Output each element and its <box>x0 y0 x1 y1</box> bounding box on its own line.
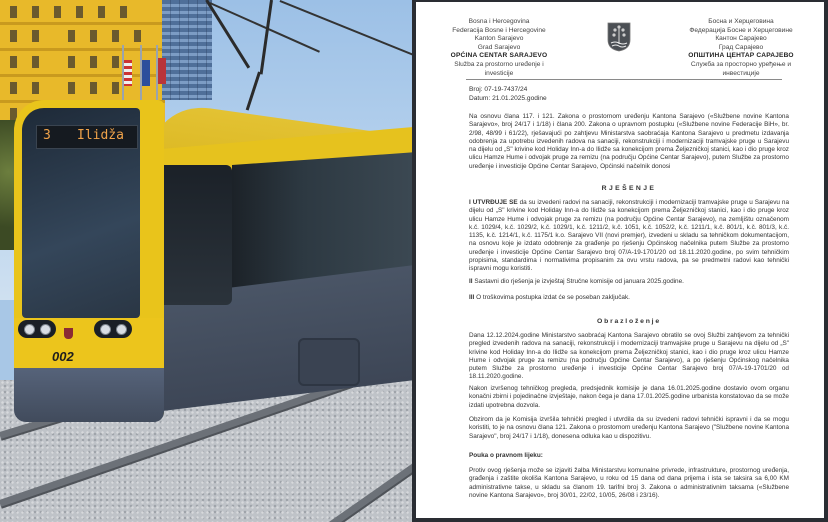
header-rule <box>466 79 782 80</box>
official-document <box>416 2 824 518</box>
header-cyrillic: Босна и Херцеговина Федерација Босне и Херцеговине Кантон Сарајево Град Сарајево ОПШТИНА ЦЕНТАР САРАЈЕВО Служба за просторно уређење и инвестиције <box>688 18 794 77</box>
reasoning-title: Obrazloženje <box>597 318 661 325</box>
flag <box>124 60 132 86</box>
document-meta <box>469 86 547 103</box>
legal-remedy-title: Pouka o pravnom lijeku: <box>469 452 543 459</box>
route-number: 3 <box>43 128 51 143</box>
glass-tower <box>162 0 212 100</box>
headlight-right <box>94 320 132 338</box>
decision-title: RJEŠENJE <box>601 185 657 192</box>
tram-bogie-cover <box>298 338 360 386</box>
legal-remedy-text: Protiv ovog rješenja može se izjaviti žalba Ministarstvu komunalne privrede, infrastrukture, prostornog uređenja, građenja i zaštite okoliša Kantona Sarajevo, u roku od 15 dana od dana prijema i ista se taksira sa 6,00 KM administrativne takse, u skladu sa članom 19. tarifni broj 3. Zakona o administrativnim taksama («Službene novine Kantona Sarajevo», broj 30/01, 22/02, 10/05, 26/08 i 23/16). <box>469 467 789 499</box>
preamble: Na osnovu člana 117. i 121. Zakona o prostornom uređenju Kantona Sarajevo («Službene novine Kantona Sarajevo», broj 24/17 i 1/18) i člana 200. Zakona o upravnom postupku («Službene novine Federacije BiH», br. 2/98, 48/99 i 61/22), rješavajući po zahtjevu Ministarstva saobraćaja Kantona Sarajevo u predmetu izdavanja odobrenja za upotrebu izvedenih radova na sanaciji, rekonstrukciji i modernizaciji tramvajske pruge u Sarajevu na dijelu od „S" krivine kod Holiday Inn-a do Ilidže sa konekcijom prema Željezničkoj stanici, kao i dio pruge kroz ulicu Hamze Hume i odvojak pruge za remizu (na području Općine Centar Sarajevo), putem Službe za prostorno uređenje i investicije Općine Centar Sarajevo, Općinski načelnik donosi <box>469 113 789 170</box>
reasoning-paragraph-1: Dana 12.12.2024.godine Ministarstvo saobraćaj Kantona Sarajevo obratilo se ovoj Službi zahtjevom za tehnički pregled izvedenih radova na sanaciji, rekonstrukciji i modernizaciji tramvajske pruge u Sarajevu na dijelu od „S" krivine kod Holiday Inn-a do Ilidže sa konekcijom prema Željezničkoj stanici, kao i dio pruge kroz ulicu Hamze Hume i odvojak pruge za remizu (na području Općine Centar Sarajevo), a po rješenju Općinskog načelnika putem Službe za prostorno uređenje i investicije Općine Centar Sarajevo broj 07/A-19-1701/20 od 18.11.2020.godine. <box>469 332 789 381</box>
document-date: Datum: 21.01.2025.godine <box>469 94 547 102</box>
tram-bumper <box>14 368 164 422</box>
header-latin: Bosna i Hercegovina Federacija Bosne i Hercegovine Kanton Sarajevo Grad Sarajevo OPĆINA CENTAR SARAJEVO Služba za prostorno uređenje i investicije <box>450 18 548 77</box>
tram-photo <box>0 0 412 522</box>
reasoning-paragraph-2: Nakon izvršenog tehničkog pregleda, predsjednik komisije je dana 16.01.2025.godine dostavio ovom organu konačni zbirni i pojedinačne izvještaje, nakon čega je dana 17.01.2025.godine urbanista konstatovao da se može izdati upotrebna dozvola. <box>469 385 789 409</box>
headlight-left <box>18 320 56 338</box>
flag <box>142 60 150 86</box>
coat-of-arms-icon <box>607 22 631 52</box>
tram-number: 002 <box>52 349 74 364</box>
decision-item-2: II Sastavni dio rješenja je izvještaj Stručne komisije od januara 2025.godine. <box>469 278 684 285</box>
flag <box>158 58 166 84</box>
decision-item-3: III O troškovima postupka izdat će se poseban zaključak. <box>469 294 630 301</box>
document-number: Broj: 07-19-7437/24 <box>469 86 528 93</box>
decision-item-1: I UTVRĐUJE SE da su izvedeni radovi na sanaciji, rekonstrukciji i modernizaciji tramvajske pruge u Sarajevu na dijelu od „S" krivine kod Holiday Inn-a do Ilidže sa konekcijom prema Željezničkoj stanici, kao i dio pruge kroz ulicu Hamze Hume i odvojak pruge za remizu (na području Općine Centar Sarajevo), na zemljištu označenom k.č. 1029/4, k.č. 1029/2, k.č. 1029/1, k.č. 1211/2, k.č. 1051, k.č. 1052/2, k.č. 1211/1, k.č. 801/1, k.č. 801/3, k.č. 1135, k.č. 1214/1, k.č. 1175/1 k.o. Sarajevo VII (novi premjer), izvedeni u skladu sa tehničkom dokumentacijom, na osnovu koje je izdato odobrenje za građenje po rješenju Općinskog načelnika putem Službe za prostorno uređenje i investicije Općine Centar Sarajevo broj 07/A-19-1701/20 od 18.11.2020.godine, po svim tehničkim propisima, standardima i normativima propisanim za ovu vrstu radova, pa se predmetni radovi kao tehnički ispravni mogu koristiti. <box>469 199 790 273</box>
sarajevo-crest-icon <box>64 328 73 339</box>
institution-name: OPĆINA CENTAR SARAJEVO <box>450 52 548 60</box>
institution-name-cyrillic: ОПШТИНА ЦЕНТАР САРАЈЕВО <box>688 52 794 60</box>
reasoning-paragraph-3: Obzirom da je Komisija izvršila tehnički pregled i utvrdila da su izvedeni radovi tehnički ispravni i da se mogu koristiti, to je na osnovu člana 121. Zakona o prostornom uređenju Kantona Sarajevo ("Službene novine Kantona Sarajevo", broj 24/17 i 1/18), donesena odluka kao u dispozitivu. <box>469 416 789 440</box>
destination-display <box>36 125 138 149</box>
destination-name: Ilidža <box>77 128 124 143</box>
